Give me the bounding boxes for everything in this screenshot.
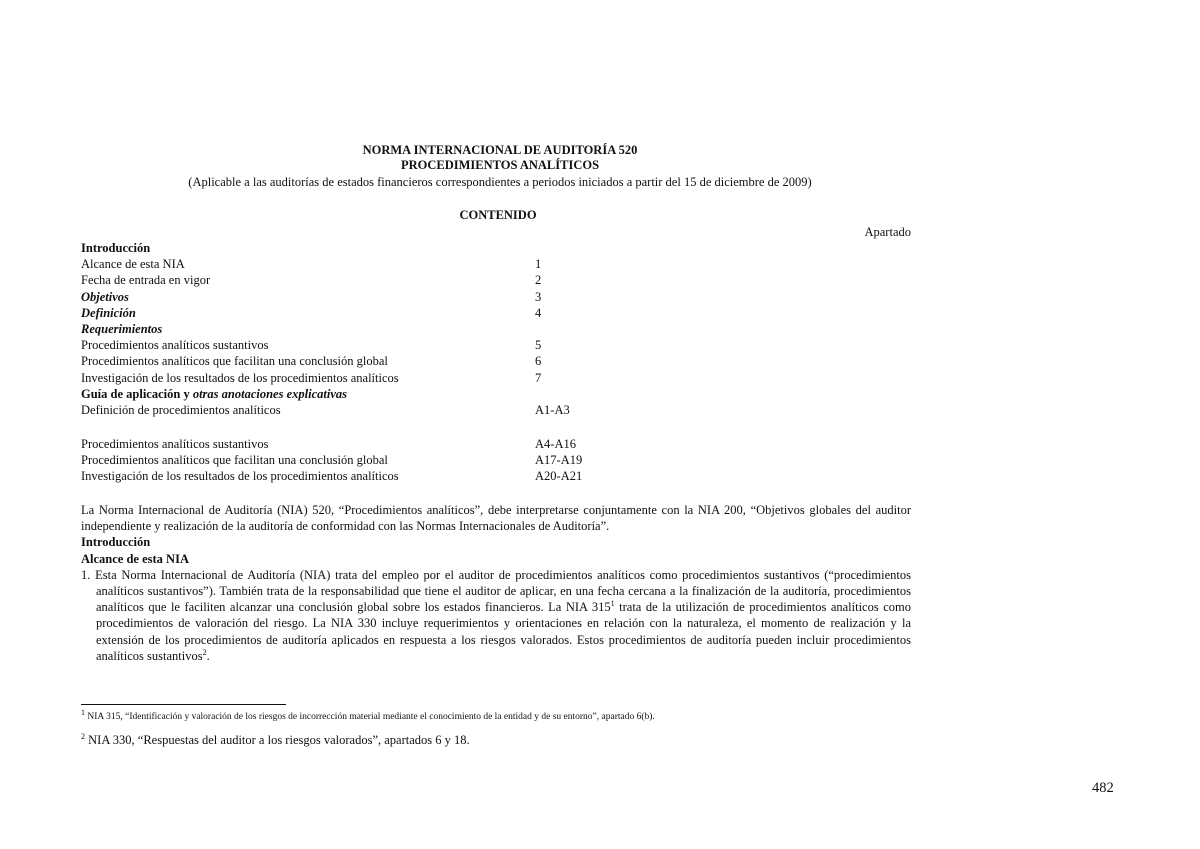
toc-number: 1 <box>535 257 542 272</box>
toc-spacer <box>81 419 921 436</box>
footnote-2 <box>81 733 470 748</box>
footnote-1 <box>81 707 655 722</box>
toc-label-italic-part: otras anotaciones explicativas <box>192 386 347 401</box>
page-number: 482 <box>1092 780 1114 796</box>
toc-row <box>81 337 921 353</box>
toc-number: 7 <box>535 370 542 385</box>
section-heading: Introducción <box>81 535 151 550</box>
footnote-divider <box>81 704 286 705</box>
toc-row <box>81 240 921 256</box>
toc-number: 2 <box>535 273 542 288</box>
toc-row <box>81 452 921 468</box>
toc-label: Definición <box>81 305 136 320</box>
toc-label: Procedimientos analíticos que facilitan una conclusión global <box>81 453 388 468</box>
subsection-heading: Alcance de esta NIA <box>81 551 189 566</box>
toc-row <box>81 272 921 288</box>
toc-label: Procedimientos analíticos sustantivos <box>81 338 269 353</box>
toc-label: Investigación de los resultados de los procedimientos analíticos <box>81 370 399 385</box>
toc-label: Objetivos <box>81 289 129 304</box>
footnote-ref-2[interactable]: 2 <box>202 647 207 657</box>
document-title-line1: NORMA INTERNACIONAL DE AUDITORÍA 520 <box>362 143 638 157</box>
toc-label: Investigación de los resultados de los procedimientos analíticos <box>81 469 399 484</box>
intro-paragraph: La Norma Internacional de Auditoría (NIA) 520, “Procedimientos analíticos”, debe interpretarse conjuntamente con la NIA 200, “Objetivos globales del auditor independiente y realización de la auditoría de conformidad con las Normas Internacionales de Auditoría”. <box>81 503 911 534</box>
toc-label-bold-part: Guía de aplicación y <box>81 386 193 401</box>
footnote-mark: 2 <box>81 731 85 741</box>
toc-label: Alcance de esta NIA <box>81 257 185 272</box>
footnote-ref-1[interactable]: 1 <box>610 599 615 609</box>
table-of-contents <box>81 240 921 484</box>
toc-row <box>81 353 921 369</box>
toc-label: Fecha de entrada en vigor <box>81 273 211 288</box>
document-body <box>81 502 911 664</box>
toc-label: Definición de procedimientos analíticos <box>81 402 281 417</box>
paragraph-text: trata de la utilización de procedimientos analíticos como procedimientos de valoración del riesgo. La NIA 330 incluye requerimientos y orientaciones en relación con la naturaleza, el momento de realización y la extensión de los procedimientos de auditoría aplicados en respuesta a los riesgos valorados. Estos procedimientos de auditoría pueden incluir procedimientos analíticos sustantivos <box>96 600 911 663</box>
apartado-column-label: Apartado <box>864 225 911 239</box>
toc-number: 4 <box>535 305 542 320</box>
footnote-text: NIA 330, “Respuestas del auditor a los riesgos valorados”, apartados 6 y 18. <box>85 733 470 747</box>
toc-row <box>81 370 921 386</box>
numbered-paragraph-1 <box>81 567 911 664</box>
toc-label: Procedimientos analíticos sustantivos <box>81 436 269 451</box>
toc-label: Introducción <box>81 241 151 255</box>
document-title-line2: PROCEDIMIENTOS ANALÍTICOS <box>400 158 600 172</box>
paragraph-text: 1. Esta Norma Internacional de Auditoría (NIA) trata del empleo por el auditor de procedimientos analíticos como procedimientos sustantivos (“procedimientos analíticos sustantivos”). También trata de la responsabilidad que tiene el auditor de aplicar, en una fecha cercana a la finalización de la auditoría, procedimientos analíticos que le faciliten alcanzar una conclusión global sobre los estados financieros. La NIA 315 <box>81 567 911 615</box>
toc-label <box>81 386 347 402</box>
toc-row <box>81 468 921 484</box>
paragraph-text: . <box>206 648 210 663</box>
toc-row <box>81 402 921 419</box>
toc-label: Requerimientos <box>81 321 163 336</box>
toc-row <box>81 386 921 402</box>
toc-number: 3 <box>535 289 542 304</box>
toc-number: 6 <box>535 354 542 369</box>
footnote-text: NIA 315, “Identificación y valoración de los riesgos de incorrección material mediante el conocimiento de la entidad y de su entorno”, apartado 6(b). <box>85 712 655 722</box>
toc-row <box>81 256 921 272</box>
toc-row <box>81 289 921 305</box>
toc-row <box>81 321 921 337</box>
contents-heading: CONTENIDO <box>459 208 537 222</box>
toc-label: Procedimientos analíticos que facilitan una conclusión global <box>81 354 388 369</box>
toc-row <box>81 436 921 452</box>
toc-number: 5 <box>535 338 542 353</box>
toc-number: A20-A21 <box>535 469 583 484</box>
toc-row <box>81 305 921 321</box>
toc-number: A1-A3 <box>535 402 570 417</box>
toc-number: A17-A19 <box>535 453 583 468</box>
footnote-mark: 1 <box>81 707 85 717</box>
toc-number: A4-A16 <box>535 436 576 451</box>
document-subtitle: (Aplicable a las auditorías de estados financieros correspondientes a periodos iniciados a partir del 15 de diciembre de 2009) <box>188 175 812 189</box>
